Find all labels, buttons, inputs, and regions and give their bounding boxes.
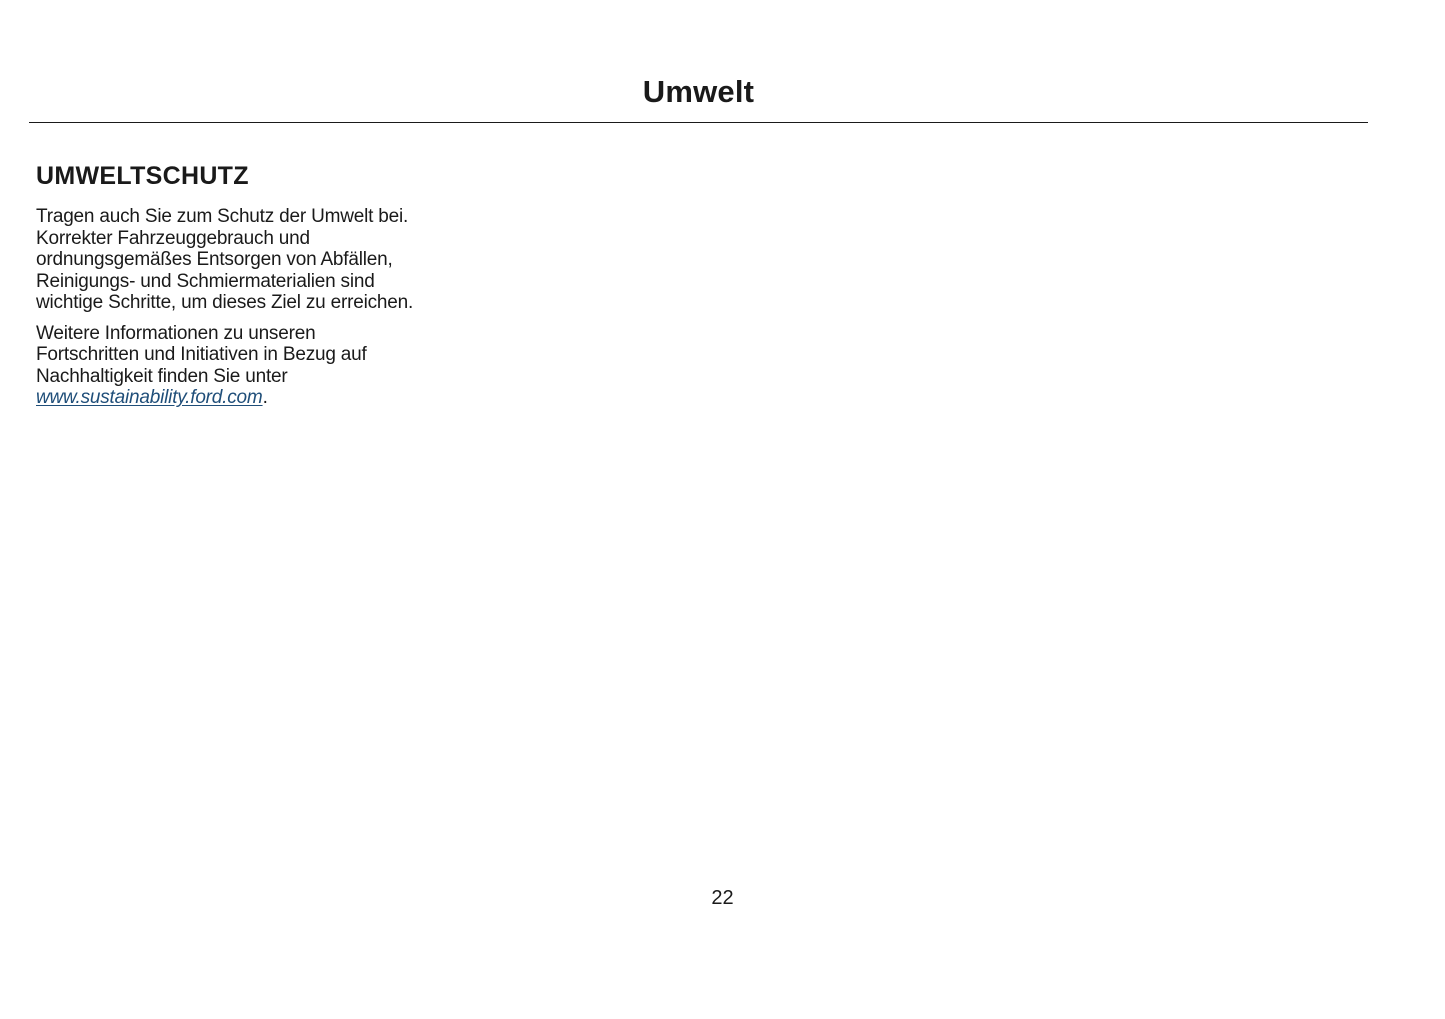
paragraph-line: ordnungsgemäßes Entsorgen von Abfällen, bbox=[36, 249, 393, 270]
paragraph-line: Tragen auch Sie zum Schutz der Umwelt bei. bbox=[36, 206, 409, 227]
page-header bbox=[29, 70, 1368, 123]
paragraph-line: Weitere Informationen zu unseren bbox=[36, 322, 316, 344]
paragraph-line: Reinigungs- und Schmiermaterialien sind bbox=[36, 270, 375, 292]
paragraph-line: Nachhaltigkeit finden Sie unter bbox=[36, 365, 288, 387]
paragraph-link-line bbox=[36, 387, 476, 409]
section-heading: UMWELTSCHUTZ bbox=[36, 162, 249, 190]
paragraph-line: Fortschritten und Initiativen in Bezug auf bbox=[36, 344, 367, 365]
paragraph-line: Korrekter Fahrzeuggebrauch und bbox=[36, 227, 310, 249]
paragraph-line: wichtige Schritte, um dieses Ziel zu erreichen. bbox=[36, 292, 414, 313]
main-content bbox=[36, 160, 476, 418]
sustainability-link[interactable]: www.sustainability.ford.com bbox=[36, 387, 263, 408]
link-period: . bbox=[262, 387, 268, 408]
page-title: Umwelt bbox=[642, 74, 755, 109]
paragraph-more-info bbox=[36, 323, 476, 409]
page-number: 22 bbox=[711, 887, 734, 909]
paragraph-intro bbox=[36, 206, 476, 314]
